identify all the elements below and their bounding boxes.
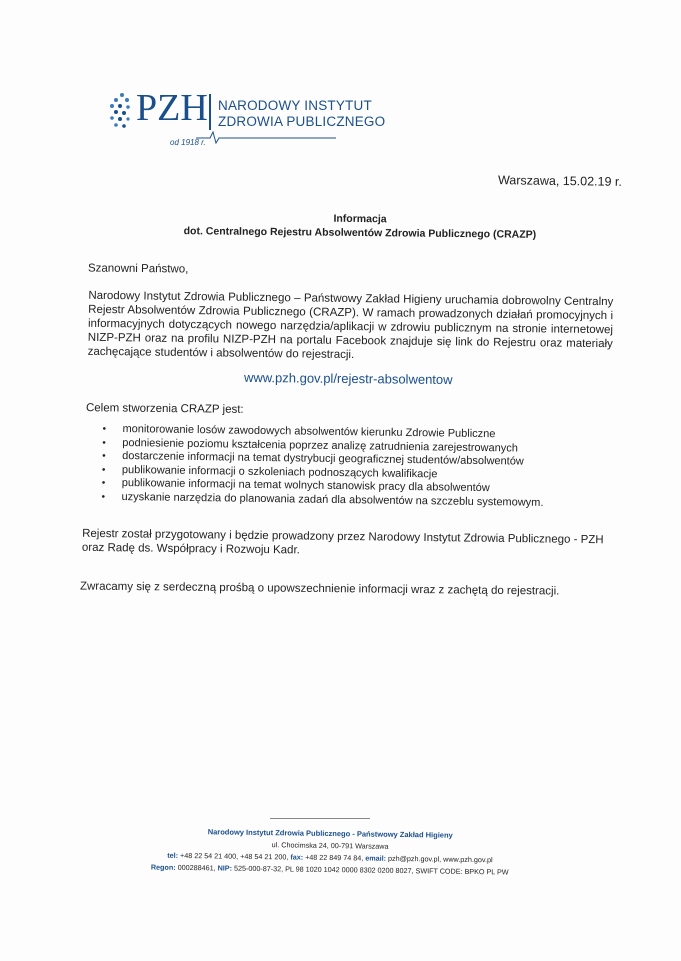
salutation: Szanowni Państwo, [87, 262, 189, 276]
email-label: email: [365, 853, 387, 863]
logo-pulse-line-icon [196, 130, 336, 144]
letter-date: Warszawa, 15.02.19 r. [497, 173, 622, 189]
logo-dots-icon [108, 92, 136, 132]
list-item-text: publikowanie informacji o szkoleniach podnoszących kwalifikacje [121, 463, 438, 480]
list-item-text: publikowanie informacji na temat wolnych stanowisk pracy dla absolwentów [121, 476, 490, 495]
regon-value: 000288461, [177, 862, 216, 873]
pzh-logo [108, 87, 398, 160]
letter-title [150, 210, 570, 242]
bullet-icon: • [102, 423, 107, 435]
nip-value: 525-000-87-32, PL 98 1020 1042 0000 8302 0200 8027, SWIFT CODE: BPKO PL PW [233, 863, 509, 877]
institute-line-2: ZDROWIA PUBLICZNEGO [218, 114, 386, 129]
title-line-2: dot. Centralnego Rejestru Absolwentów Zdrowia Publicznego (CRAZP) [183, 225, 537, 241]
tel-label: tel: [167, 850, 179, 860]
list-item-text: dostarczenie informacji na temat dystrybucji geograficznej studentów/absolwentów [122, 449, 524, 468]
email-value: pzh@pzh.gov.pl, www.pzh.gov.pl [388, 853, 493, 865]
fax-label: fax: [290, 852, 304, 862]
regon-label: Regon: [150, 862, 176, 872]
institute-line-1: NARODOWY INSTYTUT [218, 98, 372, 113]
footer [120, 825, 541, 879]
list-item-text: monitorowanie losów zawodowych absolwentów kierunku Zdrowie Publiczne [122, 422, 496, 441]
logo-institute-name [218, 98, 385, 130]
list-item-text: uzyskanie narzędzia do planowania zadań dla absolwentów na szczeblu systemowym. [121, 490, 544, 509]
bullet-icon: • [102, 450, 106, 462]
fax-value: +48 22 849 74 84, [305, 852, 364, 863]
footer-divider [270, 818, 370, 819]
closing-paragraph: Zwracamy się z serdeczną prośbą o upowszechnienie informacji wraz z zachętą do rejestracji. [79, 580, 560, 598]
logo-pzh-text: PZH [136, 87, 208, 129]
intro-paragraph: Narodowy Instytut Zdrowia Publicznego – Państwowy Zakład Higieny uruchamia dobrowolny Centralny Rejestr Absolwentów Zdrowia Publicznego (CRAZP). W ramach prowadzonych działań promocyjnych i informacyjnych dotyczących nowego narzędzia/aplikacji w zdrowiu publicznym na stronie internetowej NIZP-PZH oraz na profilu NIZP-PZH na portalu Facebook znajduje się link do Rejestru oraz materiały zachęcające studentów i absolwentów do rejestracji. [87, 289, 614, 362]
nip-label: NIP: [217, 863, 233, 873]
aim-heading: Celem stworzenia CRAZP jest: [85, 402, 244, 416]
logo-since: od 1918 r. [170, 138, 206, 147]
registry-link[interactable]: www.pzh.gov.pl/rejestr-absolwentow [243, 369, 453, 388]
logo-divider [209, 94, 211, 130]
tel-value: +48 22 54 21 400, +48 54 21 200, [179, 850, 289, 862]
aims-list [97, 423, 578, 511]
bullet-icon: • [101, 477, 106, 489]
footer-org: Narodowy Instytut Zdrowia Publicznego - Państwowy Zakład Higieny [207, 827, 453, 840]
bullet-icon: • [101, 491, 106, 503]
bullet-icon: • [102, 437, 106, 449]
prepared-paragraph: Rejestr został przygotowany i będzie prowadzony przez Narodowy Instytut Zdrowia Publicznego - PZH oraz Radę ds. Współpracy i Rozwoju Kadr. [81, 527, 604, 557]
footer-address: ul. Chocimska 24, 00-791 Warszawa [271, 840, 389, 851]
bullet-icon: • [101, 464, 106, 476]
title-line-1: Informacja [333, 212, 387, 226]
list-item-text: podniesienie poziomu kształcenia poprzez analizę zatrudnienia zarejestrowanych [122, 436, 518, 455]
